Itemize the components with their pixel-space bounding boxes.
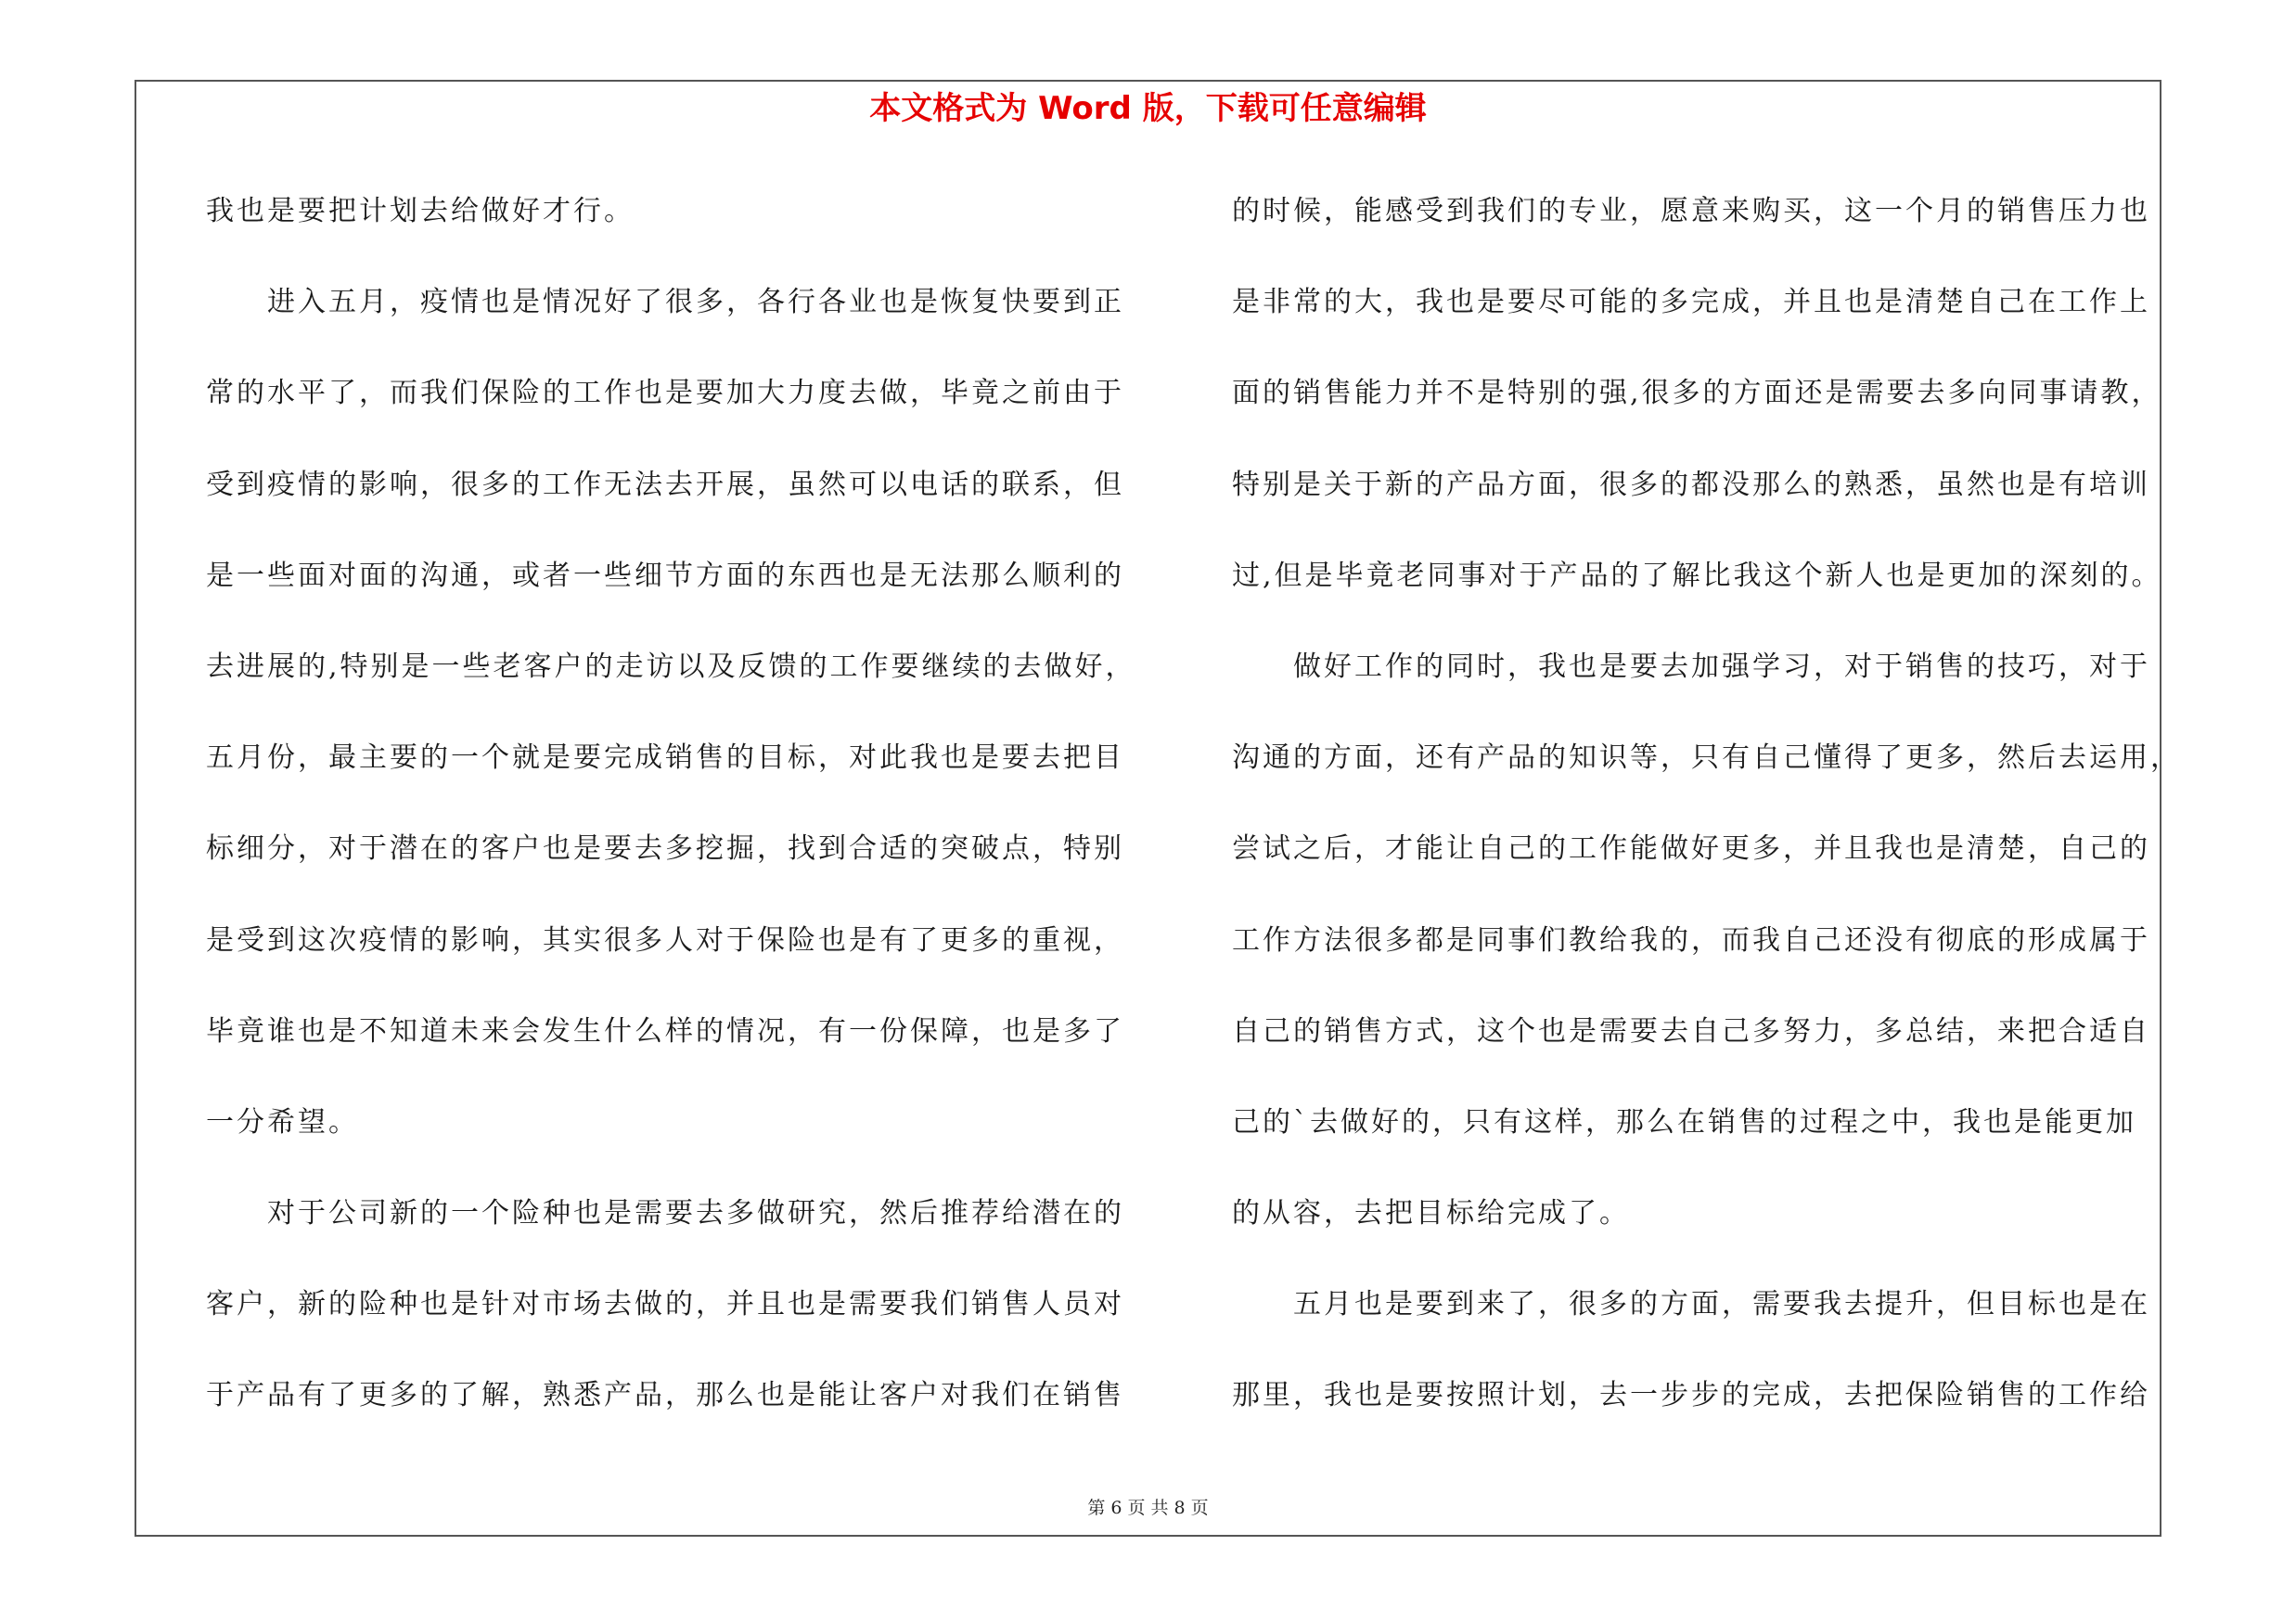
text-line: 受到疫情的影响，很多的工作无法去开展，虽然可以电话的联系，但 [206,468,1124,501]
text-line: 己的`去做好的，只有这样，那么在销售的过程之中，我也是能更加 [1232,1105,2136,1139]
text-line: 的时候，能感受到我们的专业，愿意来购买，这一个月的销售压力也 [1232,195,2150,227]
text-line: 沟通的方面，还有产品的知识等，只有自己懂得了更多，然后去运用， [1232,741,2181,775]
text-line: 进入五月，疫情也是情况好了很多，各行各业也是恢复快要到正 [206,286,1124,319]
text-line: 是非常的大，我也是要尽可能的多完成，并且也是清楚自己在工作上 [1232,286,2150,319]
text-line: 去进展的,特别是一些老客户的走访以及反馈的工作要继续的去做好， [206,650,1136,683]
text-line: 做好工作的同时，我也是要去加强学习，对于销售的技巧，对于 [1232,650,2150,683]
text-line: 的从容，去把目标给完成了。 [1232,1197,1630,1230]
text-line: 五月份，最主要的一个就是要完成销售的目标，对此我也是要去把目 [206,741,1124,775]
right-column [1232,184,2181,1460]
text-line: 一分希望。 [206,1105,359,1139]
text-line: 客户，新的险种也是针对市场去做的，并且也是需要我们销售人员对 [206,1288,1124,1321]
text-line: 尝试之后，才能让自己的工作能做好更多，并且我也是清楚，自己的 [1232,832,2150,866]
text-line: 面的销售能力并不是特别的强,很多的方面还是需要去多向同事请教， [1232,377,2162,410]
text-line: 那里，我也是要按照计划，去一步步的完成，去把保险销售的工作给 [1232,1379,2150,1412]
text-line: 于产品有了更多的了解，熟悉产品，那么也是能让客户对我们在销售 [206,1379,1124,1412]
text-line: 毕竟谁也是不知道未来会发生什么样的情况，有一份保障，也是多了 [206,1014,1124,1048]
left-column [206,184,1136,1460]
text-line: 是一些面对面的沟通，或者一些细节方面的东西也是无法那么顺利的 [206,559,1124,592]
text-line: 五月也是要到来了，很多的方面，需要我去提升，但目标也是在 [1232,1288,2150,1321]
text-line: 特别是关于新的产品方面，很多的都没那么的熟悉，虽然也是有培训 [1232,468,2150,501]
text-line: 过,但是毕竟老同事对于产品的了解比我这个新人也是更加的深刻的。 [1232,559,2162,592]
text-line: 工作方法很多都是同事们教给我的，而我自己还没有彻底的形成属于 [1232,923,2150,957]
page-footer: 第 6 页 共 8 页 [1087,1498,1209,1518]
text-line: 标细分，对于潜在的客户也是要去多挖掘，找到合适的突破点，特别 [206,832,1124,866]
text-line: 自己的销售方式，这个也是需要去自己多努力，多总结，来把合适自 [1232,1014,2150,1048]
header-banner: 本文格式为 Word 版，下载可任意编辑 [869,90,1427,127]
text-line: 对于公司新的一个险种也是需要去多做研究，然后推荐给潜在的 [206,1197,1124,1230]
text-line: 常的水平了，而我们保险的工作也是要加大力度去做，毕竟之前由于 [206,377,1124,410]
text-line: 我也是要把计划去给做好才行。 [206,195,635,227]
text-line: 是受到这次疫情的影响，其实很多人对于保险也是有了更多的重视， [206,923,1124,957]
